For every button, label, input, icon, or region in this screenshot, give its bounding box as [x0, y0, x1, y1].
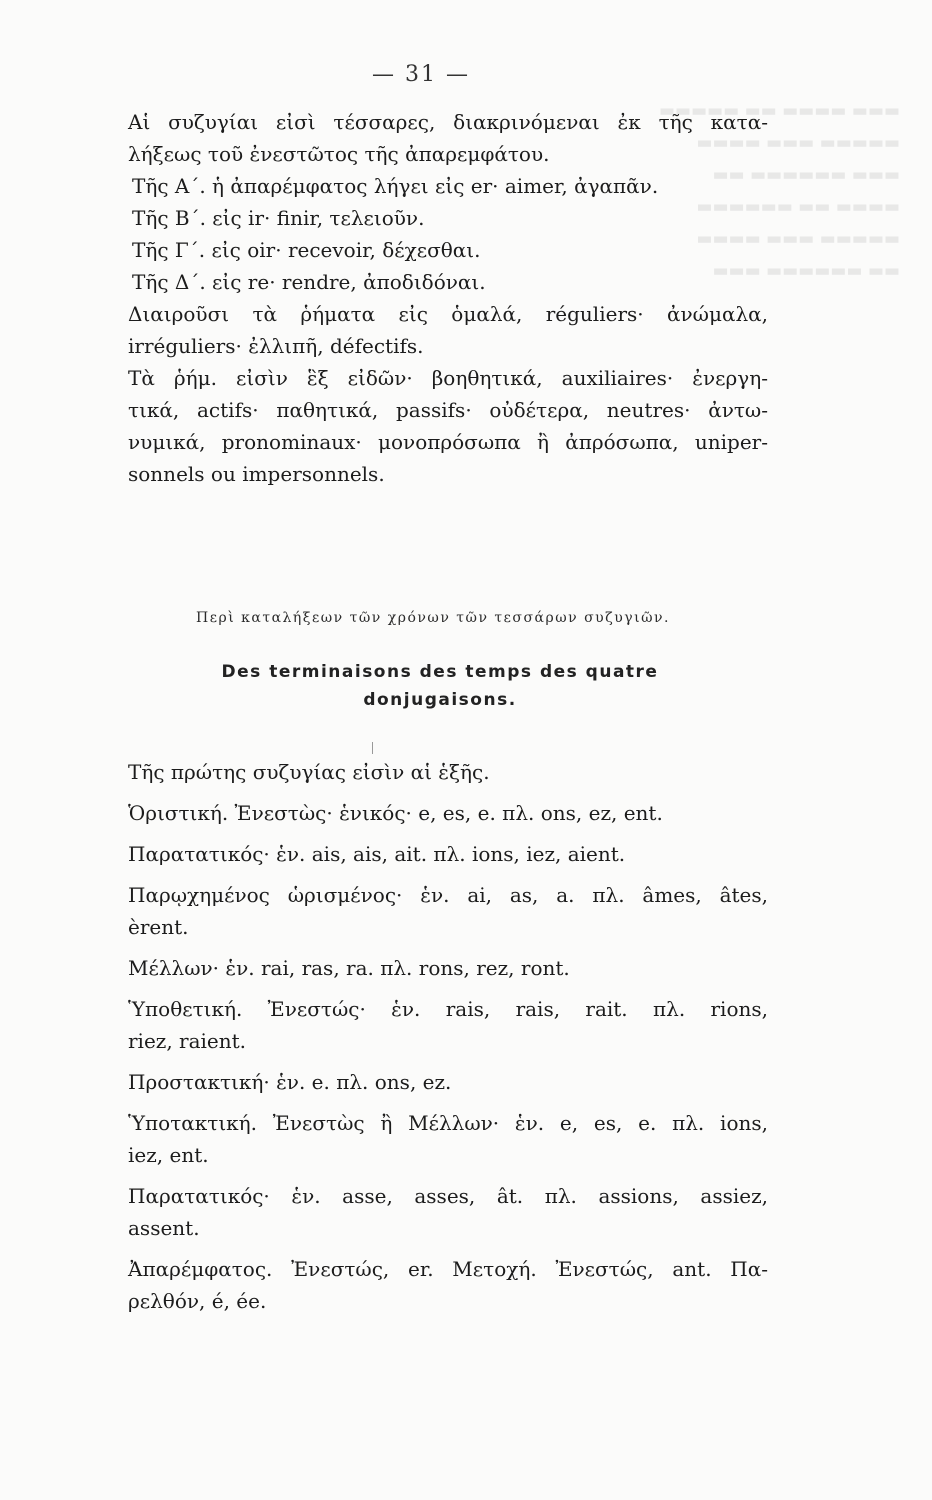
- text-line: ρελθόν, é, ée.: [128, 1289, 267, 1313]
- text-line: Τῆς Β΄. εἰς ir· finir, τελειοῦν.: [132, 206, 425, 230]
- text-line: èrent.: [128, 915, 189, 939]
- text-line: Τὰ ῥήμ. εἰσὶν ἓξ εἰδῶν· βοηθητικά, auxiliaires· ἐνεργη-: [128, 366, 768, 390]
- text-line: Μέλλων· ἑν. rai, ras, ra. πλ. rons, rez, ront.: [128, 956, 570, 980]
- text-line: irréguliers· ἐλλιπῆ, défectifs.: [128, 334, 424, 358]
- heading-line: donjugaisons.: [363, 690, 517, 710]
- text-line: νυμικά, pronominaux· μονοπρόσωπα ἢ ἀπρόσωπα, uniper-: [128, 430, 768, 454]
- conjugation-entry: [128, 1253, 768, 1317]
- text-line: Τῆς πρώτης συζυγίας εἰσὶν αἱ ἑξῆς.: [128, 760, 490, 784]
- text-line: Προστακτική· ἑν. e. πλ. ons, ez.: [128, 1070, 452, 1094]
- text-line: Ὑποθετική. Ἐνεστώς· ἑν. rais, rais, rait. πλ. rions,: [128, 997, 768, 1021]
- text-line: τικά, actifs· παθητικά, passifs· οὐδέτερα, neutres· ἀντω-: [128, 398, 768, 422]
- text-line: Παρατατικός· ἑν. asse, asses, ât. πλ. assions, assiez,: [128, 1184, 768, 1208]
- divider-mark: [372, 742, 373, 754]
- text-line: Τῆς Α΄. ἡ ἀπαρέμφατος λήγει εἰς er· aimer, ἀγαπᾶν.: [132, 174, 659, 198]
- conjugation-entry: [128, 1066, 768, 1098]
- section-heading-french: [160, 658, 720, 714]
- text-line: sonnels ou impersonnels.: [128, 462, 385, 486]
- page-number: — 31 —: [372, 62, 470, 87]
- text-line: Ἀπαρέμφατος. Ἐνεστώς, er. Μετοχή. Ἐνεστώς, ant. Πα-: [128, 1257, 768, 1281]
- conjugation-entry: [128, 879, 768, 943]
- text-line: Ὑποτακτική. Ἐνεστὼς ἢ Μέλλων· ἑν. e, es, e. πλ. ions,: [128, 1111, 768, 1135]
- conjugation-entry: [128, 838, 768, 870]
- conjugation-entry: [128, 1107, 768, 1171]
- text-line: Τῆς Γ΄. εἰς oir· recevoir, δέχεσθαι.: [132, 238, 481, 262]
- text-line: Τῆς Δ΄. εἰς re· rendre, ἀποδιδόναι.: [132, 270, 486, 294]
- intro-text: [128, 106, 768, 490]
- conjugation-entry: [128, 797, 768, 829]
- text-line: Αἱ συζυγίαι εἰσὶ τέσσαρες, διακρινόμεναι ἐκ τῆς κατα-: [128, 110, 768, 134]
- text-line: riez, raient.: [128, 1029, 247, 1053]
- text-line: λήξεως τοῦ ἐνεστῶτος τῆς ἀπαρεμφάτου.: [128, 142, 550, 166]
- text-line: assent.: [128, 1216, 200, 1240]
- conjugation-entry: [128, 993, 768, 1057]
- text-line: iez, ent.: [128, 1143, 209, 1167]
- section-subtitle-greek: Περὶ καταλήξεων τῶν χρόνων τῶν τεσσάρων συζυγιῶν.: [196, 610, 670, 626]
- text-line: Διαιροῦσι τὰ ῥήματα εἰς ὁμαλά, réguliers· ἀνώμαλα,: [128, 302, 768, 326]
- show-through-text: ▬▬▬ ▬▬▬▬ ▬▬ ▬▬▬▬▬ ▬▬▬▬▬ ▬▬▬ ▬▬▬▬ ▬▬▬ ▬▬▬▬▬▬ ▬▬ ▬▬▬▬ ▬▬ ▬▬▬▬▬▬ ▬▬▬▬▬ ▬▬▬ ▬▬▬▬ ▬▬ ▬▬▬▬▬▬ ▬▬▬: [658, 101, 900, 281]
- text-line: Παρατατικός· ἑν. ais, ais, ait. πλ. ions, iez, aient.: [128, 842, 626, 866]
- conjugation-entry: [128, 1180, 768, 1244]
- heading-line: Des terminaisons des temps des quatre: [221, 662, 659, 682]
- conjugation-entry: [128, 952, 768, 984]
- conjugation-entry: [128, 756, 768, 788]
- text-line: Παρῳχημένος ὡρισμένος· ἑν. ai, as, a. πλ. âmes, âtes,: [128, 883, 768, 907]
- text-line: Ὁριστική. Ἐνεστὼς· ἑνικός· e, es, e. πλ. ons, ez, ent.: [128, 801, 663, 825]
- conjugation-list: [128, 756, 768, 1326]
